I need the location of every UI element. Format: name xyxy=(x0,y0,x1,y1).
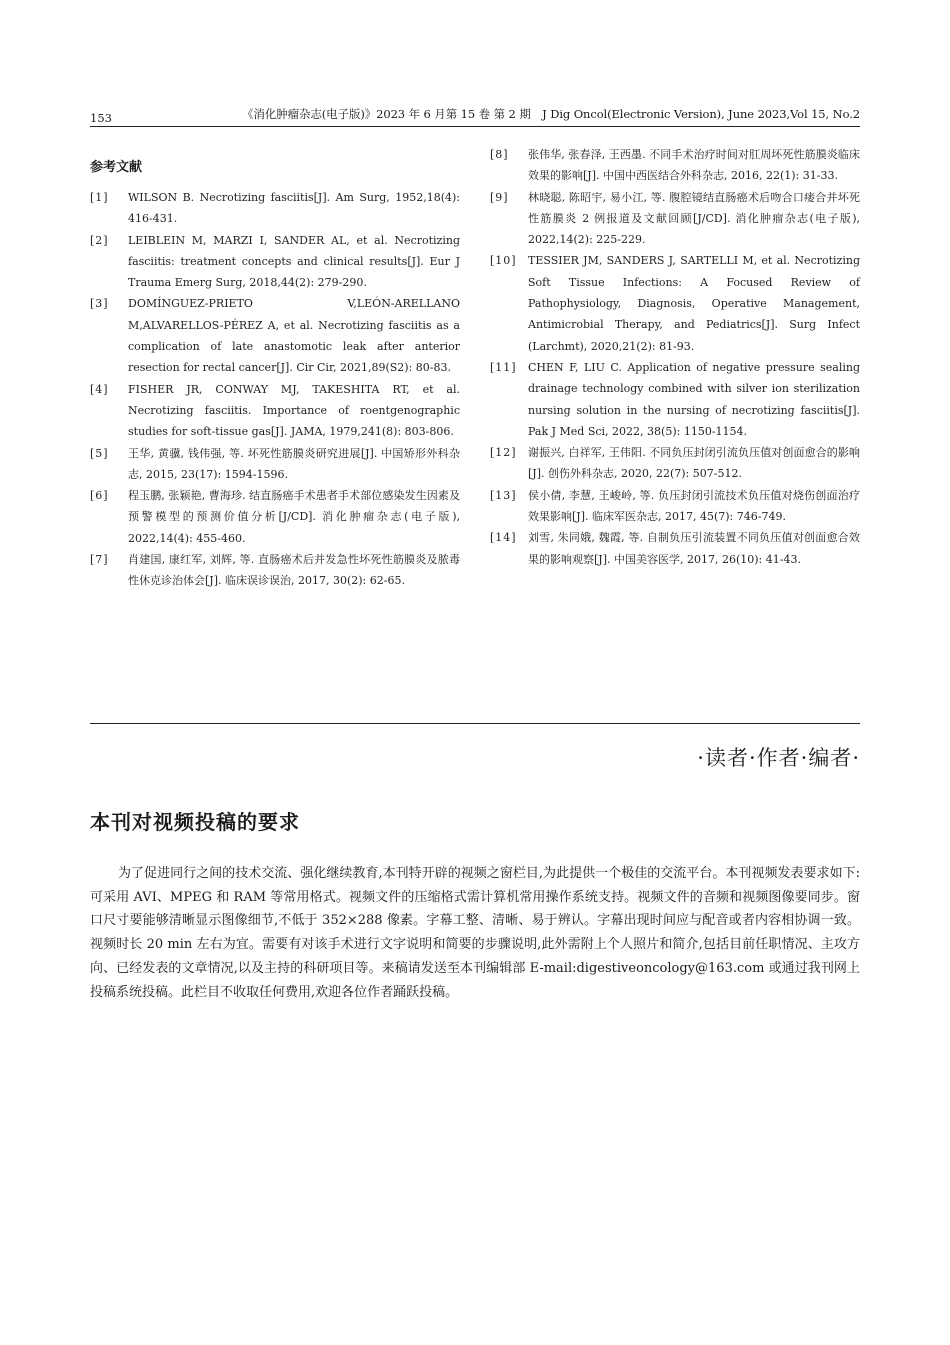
reference-item xyxy=(90,443,460,486)
reference-text: 侯小倩, 李慧, 王峻岭, 等. 负压封闭引流技术负压值对烧伤创面治疗效果影响[J]. 临床军医杂志, 2017, 45(7): 746-749. xyxy=(528,488,860,524)
reference-item xyxy=(90,187,460,230)
reference-item xyxy=(490,357,860,442)
reference-number: [10] xyxy=(490,254,517,268)
reference-item xyxy=(90,549,460,592)
reference-text: 张伟华, 张春泽, 王西墨. 不同手术治疗时间对肛周坏死性筋膜炎临床效果的影响[J]. 中国中西医结合外科杂志, 2016, 22(1): 31-33. xyxy=(528,148,860,183)
section-label: ·读者·作者·编者· xyxy=(697,746,860,770)
notice-title: 本刊对视频投稿的要求 xyxy=(90,810,300,834)
reference-item xyxy=(490,442,860,485)
reference-item xyxy=(490,527,860,570)
reference-text: WILSON B. Necrotizing fasciitis[J]. Am Surg, 1952,18(4): 416-431. xyxy=(128,191,460,226)
reference-item xyxy=(90,379,460,443)
reference-text: 肖建国, 康红军, 刘辉, 等. 直肠癌术后并发急性坏死性筋膜炎及脓毒性休克诊治体会[J]. 临床误诊误治, 2017, 30(2): 62-65. xyxy=(128,553,460,588)
reference-number: [9] xyxy=(490,190,509,204)
reference-number: [13] xyxy=(490,488,517,502)
reference-number: [6] xyxy=(90,489,109,503)
reference-number: [3] xyxy=(90,297,109,311)
reference-text: FISHER JR, CONWAY MJ, TAKESHITA RT, et al. Necrotizing fasciitis. Importance of roentgenographic studies for soft-tissue gas[J]. JAMA, 1979,241(8): 803-806. xyxy=(128,382,460,439)
references-right-column xyxy=(490,144,860,570)
page-number: 153 xyxy=(90,111,112,125)
reference-text: 程玉鹏, 张颖艳, 曹海珍. 结直肠癌手术患者手术部位感染发生因素及预警模型的预测价值分析[J/CD]. 消化肿瘤杂志(电子版), 2022,14(4): 455-460. xyxy=(128,489,460,545)
reference-number: [14] xyxy=(490,531,517,545)
reference-text: LEIBLEIN M, MARZI I, SANDER AL, et al. Necrotizing fasciitis: treatment concepts and clinical results[J]. Eur J Trauma Emerg Surg, 2018,44(2): 279-290. xyxy=(128,233,460,290)
reference-text: TESSIER JM, SANDERS J, SARTELLI M, et al. Necrotizing Soft Tissue Infections: A Focused Review of Pathophysiology, Diagnosis, Operative Management, Antimicrobial Therapy, and Pediatrics[J]. Surg Infect (Larchmt), 2020,21(2): 81-93. xyxy=(528,254,860,353)
reference-number: [11] xyxy=(490,360,517,374)
reference-text: 林晓聪, 陈昭宇, 易小江, 等. 腹腔镜结直肠癌术后吻合口瘘合并坏死性筋膜炎 2 例报道及文献回顾[J/CD]. 消化肿瘤杂志(电子版), 2022,14(2): 225-229. xyxy=(528,190,860,247)
reference-item xyxy=(90,230,460,294)
reference-text: 刘雪, 朱同娥, 魏霞, 等. 自制负压引流装置不同负压值对创面愈合效果的影响观察[J]. 中国美容医学, 2017, 26(10): 41-43. xyxy=(528,531,860,566)
reference-number: [12] xyxy=(490,446,517,460)
reference-text: 谢振兴, 白祥军, 王伟阳. 不同负压封闭引流负压值对创面愈合的影响[J]. 创伤外科杂志, 2020, 22(7): 507-512. xyxy=(528,446,860,481)
reference-text: 王华, 黄骥, 钱伟强, 等. 坏死性筋膜炎研究进展[J]. 中国矫形外科杂志, 2015, 23(17): 1594-1596. xyxy=(128,446,460,481)
reference-text: DOMÍNGUEZ-PRIETO V,LEÓN-ARELLANO M,ALVARELLOS-PÉREZ A, et al. Necrotizing fasciitis as a complication of late anastomotic leak after anterior resection for rectal cancer[J]. Cir Cir, 2021,89(S2): 80-83. xyxy=(128,297,460,375)
reference-item xyxy=(490,144,860,187)
reference-item xyxy=(90,293,460,378)
reference-number: [4] xyxy=(90,382,109,396)
reference-number: [8] xyxy=(490,148,509,161)
section-divider xyxy=(90,723,860,724)
notice-body: 为了促进同行之间的技术交流、强化继续教育,本刊特开辟的视频之窗栏目,为此提供一个极佳的交流平台。本刊视频发表要求如下:可采用 AVI、MPEG 和 RAM 等常用格式。视频文件的压缩格式需计算机常用操作系统支持。视频文件的音频和视频图像要同步。窗口尺寸要能够清晰显示图像细节,不低于 352×288 像素。字幕工整、清晰、易于辨认。字幕出现时间应与配音或者内容相协调一致。视频时长 20 min 左右为宜。需要有对该手术进行文字说明和简要的步骤说明,此外需附上个人照片和简介,包括目前任职情况、主攻方向、已经发表的文章情况,以及主持的科研项目等。来稿请发送至本刊编辑部 E-mail:digestiveoncology@163.com 或通过我刊网上投稿系统投稿。此栏目不收取任何费用,欢迎各位作者踊跃投稿。 xyxy=(90,866,860,1000)
reference-text: CHEN F, LIU C. Application of negative pressure sealing drainage technology combined with silver ion sterilization nursing solution in the nursing of necrotizing fasciitis[J]. Pak J Med Sci, 2022, 38(5): 1150-1154. xyxy=(528,360,860,438)
reference-number: [7] xyxy=(90,553,109,567)
reference-item xyxy=(90,485,460,549)
page-header xyxy=(90,104,860,127)
journal-citation: 《消化肿瘤杂志(电子版)》2023 年 6 月第 15 卷 第 2 期 J Dig Oncol(Electronic Version), June 2023,Vol 15, No.2 xyxy=(241,107,860,121)
reference-number: [5] xyxy=(90,446,109,460)
references-left-column xyxy=(90,187,460,592)
reference-number: [2] xyxy=(90,233,109,247)
reference-item xyxy=(490,187,860,251)
reference-item xyxy=(490,250,860,356)
reference-number: [1] xyxy=(90,191,109,204)
reference-item xyxy=(490,485,860,528)
references-title: 参考文献 xyxy=(90,160,143,175)
